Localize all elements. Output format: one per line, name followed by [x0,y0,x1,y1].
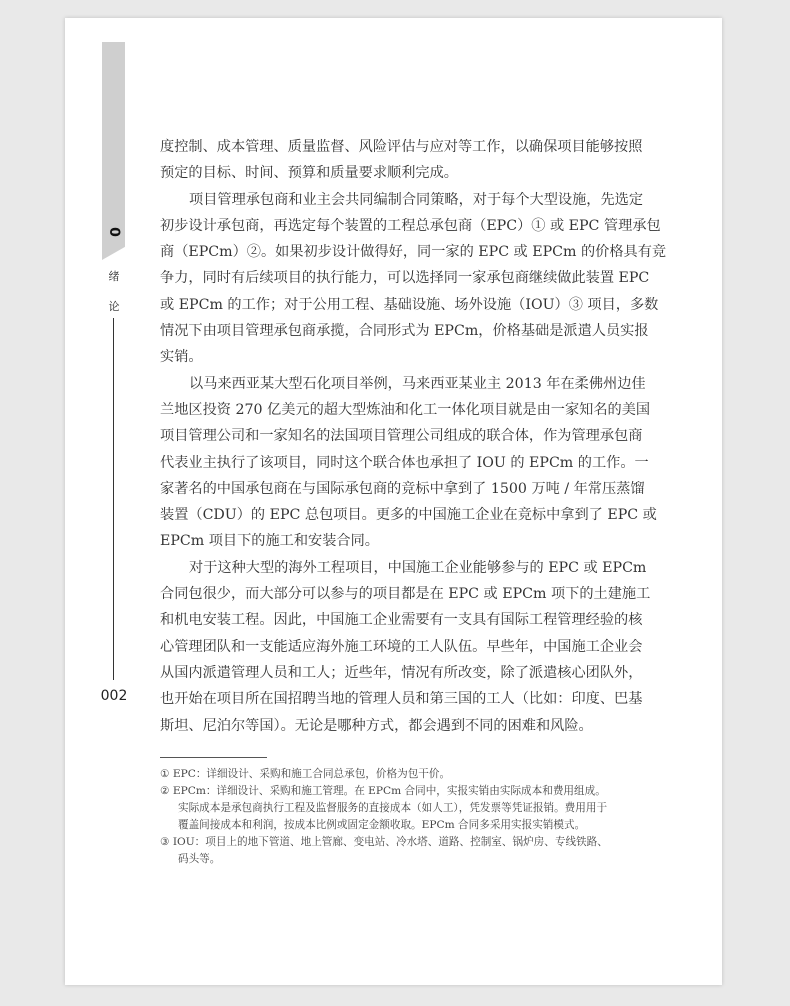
paragraph-line: 兰地区投资 270 亿美元的超大型炼油和化工一体化项目就是由一家知名的美国 [160,401,651,418]
paragraph-line: EPCm 项目下的施工和安装合同。 [160,533,379,550]
paragraph-line: 或 EPCm 的工作；对于公用工程、基础设施、场外设施（IOU）③ 项目，多数 [160,296,659,313]
paragraph-line: 度控制、成本管理、质量监督、风险评估与应对等工作，以确保项目能够按照 [160,139,643,155]
footnote-line: ① EPC：详细设计、采购和施工合同总承包，价格为包干价。 [160,768,451,780]
paragraph-line: 商（EPCm）②。如果初步设计做得好，同一家的 EPC 或 EPCm 的价格具有竞 [160,244,667,261]
chapter-title-char: 绪 [108,270,120,283]
paragraph-line: 代表业主执行了该项目，同时这个联合体也承担了 IOU 的 EPCm 的工作。一 [160,454,649,471]
margin-divider-line [113,318,114,680]
paragraph-line: 对于这种大型的海外工程项目，中国施工企业能够参与的 EPC 或 EPCm [189,559,647,576]
paragraph-line: 争力，同时有后续项目的执行能力，可以选择同一家承包商继续做此装置 EPC [160,270,650,287]
chapter-number: 0 [106,227,122,237]
paragraph-line: 家著名的中国承包商在与国际承包商的竞标中拿到了 1500 万吨 / 年常压蒸馏 [160,480,645,497]
paragraph-line: 以马来西亚某大型石化项目举例，马来西亚某业主 2013 年在柔佛州边佳 [189,375,646,392]
footnote-line: 覆盖间接成本和利润，按成本比例或固定金额收取。EPCm 合同多采用实报实销模式。 [178,819,586,831]
footnote-rule [160,757,267,758]
page-number: 002 [100,688,128,704]
paragraph-line: 初步设计承包商，再选定每个装置的工程总承包商（EPC）① 或 EPC 管理承包 [160,217,661,234]
footnote-line: ③ IOU：项目上的地下管道、地上管廊、变电站、冷水塔、道路、控制室、锅炉房、专线铁路、 [160,836,608,848]
paragraph-line: 心管理团队和一支能适应海外施工环境的工人队伍。早些年，中国施工企业会 [160,638,643,655]
paragraph-line: 斯坦、尼泊尔等国）。无论是哪种方式，都会遇到不同的困难和风险。 [160,717,593,734]
footnote-line: 实际成本是承包商执行工程及监督服务的直接成本（如人工），凭发票等凭证报销。费用用于 [178,802,608,814]
paragraph-line: 情况下由项目管理承包商承揽，合同形式为 EPCm，价格基础是派遣人员实报 [160,323,649,340]
paragraph-line: 从国内派遣管理人员和工人；近些年，情况有所改变，除了派遣核心团队外， [160,664,643,681]
footnotes [160,766,630,868]
paragraph-line: 也开始在项目所在国招聘当地的管理人员和第三国的工人（比如：印度、巴基 [160,691,643,708]
paragraph-line: 项目管理公司和一家知名的法国项目管理公司组成的联合体，作为管理承包商 [160,428,643,445]
paragraph-line: 实销。 [160,349,203,366]
chapter-title-char: 论 [108,300,120,313]
paragraph-line: 项目管理承包商和业主会共同编制合同策略，对于每个大型设施，先选定 [189,191,644,208]
paragraph-line: 和机电安装工程。因此，中国施工企业需要有一支具有国际工程管理经验的核 [160,612,643,629]
body-text [160,134,667,739]
paragraph-line: 装置（CDU）的 EPC 总包项目。更多的中国施工企业在竞标中拿到了 EPC 或 [160,507,657,524]
paragraph-line: 合同包很少，而大部分可以参与的项目都是在 EPC 或 EPCm 项下的土建施工 [160,586,651,603]
book-page [65,18,722,985]
footnote-line: ② EPCm：详细设计、采购和施工管理。在 EPCm 合同中，实报实销由实际成本和费用组成。 [160,785,606,797]
footnote-line: 码头等。 [178,853,221,865]
paragraph-line: 预定的目标、时间、预算和质量要求顺利完成。 [160,165,458,182]
